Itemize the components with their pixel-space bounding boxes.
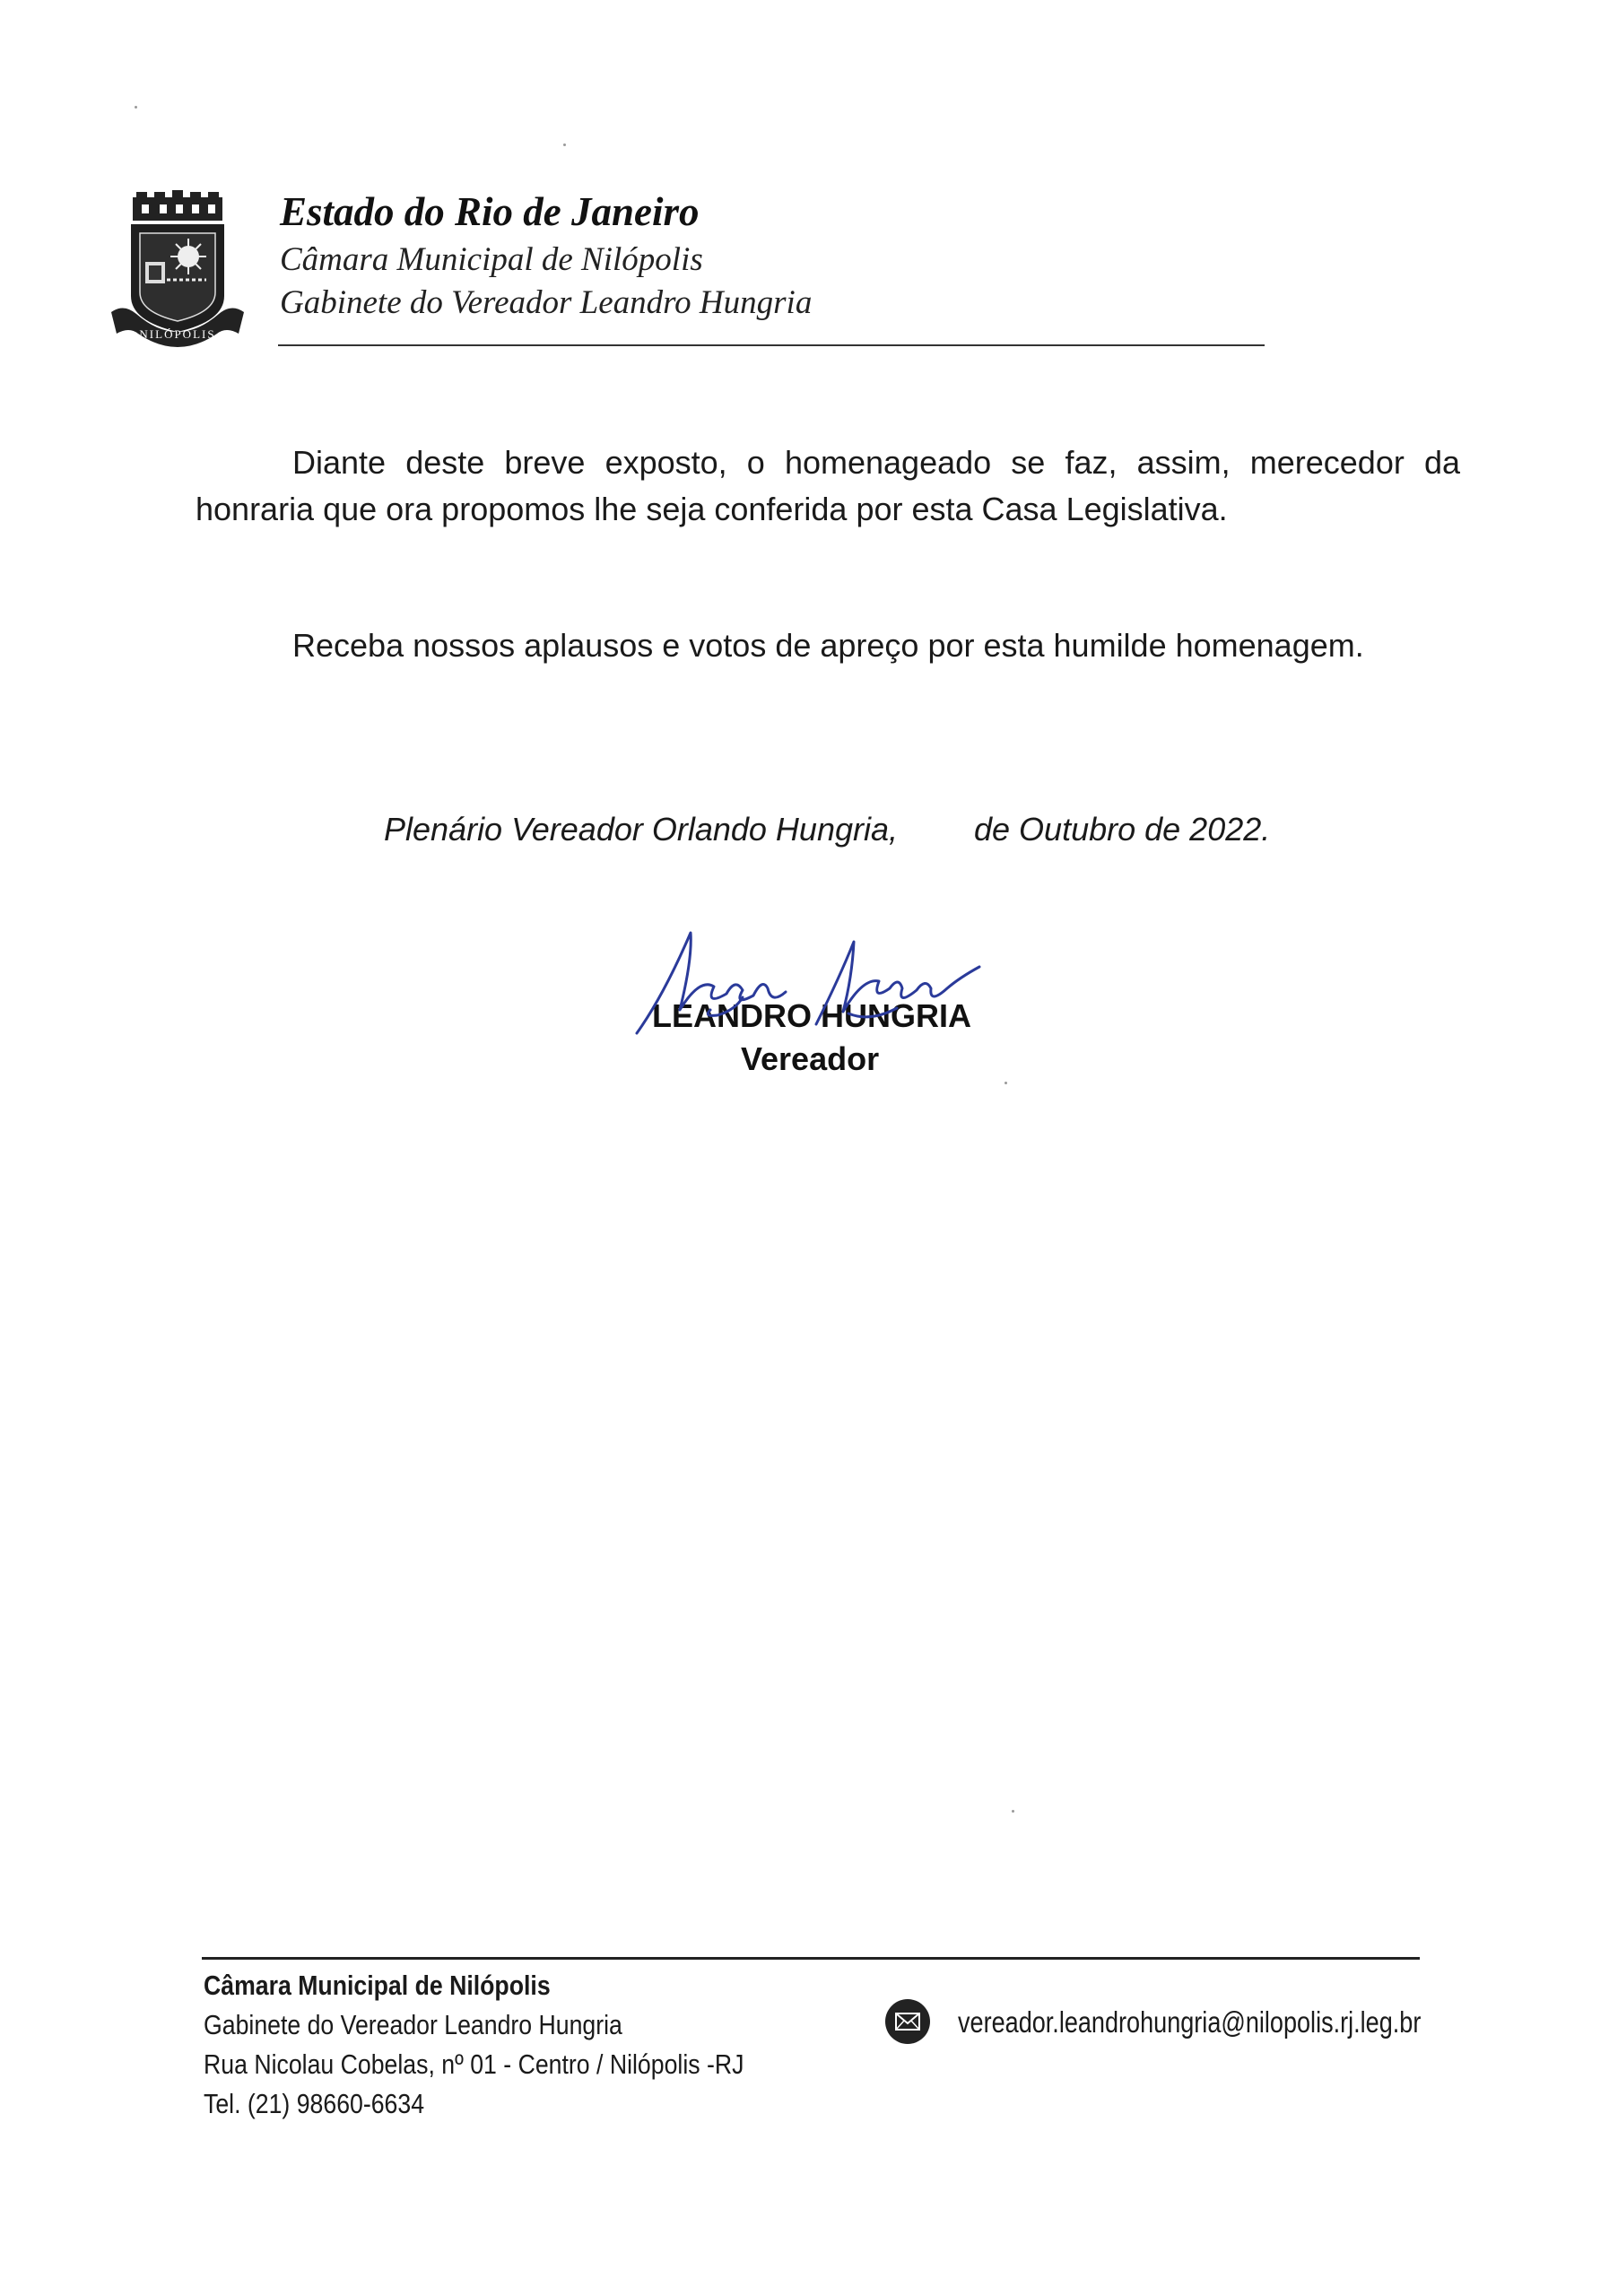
header-chamber: Câmara Municipal de Nilópolis: [280, 241, 703, 278]
footer-address: Rua Nicolau Cobelas, nº 01 - Centro / Nilópolis -RJ: [204, 2048, 744, 2080]
signer-role: Vereador: [741, 1040, 880, 1077]
header-divider: [278, 344, 1265, 346]
scan-speck: [1012, 1810, 1014, 1813]
signing-place: Plenário Vereador Orlando Hungria,: [384, 811, 898, 848]
scan-speck: [1005, 1082, 1007, 1084]
body-paragraph-1: Diante deste breve exposto, o homenageado se faz, assim, merecedor da honraria que ora propomos lhe seja conferida por esta Casa Legislativa.: [196, 444, 1460, 527]
header-state: Estado do Rio de Janeiro: [280, 189, 700, 234]
header-office: Gabinete do Vereador Leandro Hungria: [280, 284, 813, 321]
scan-speck: [135, 106, 137, 109]
envelope-icon: [884, 1998, 931, 2045]
handwritten-signature: [628, 924, 987, 1040]
footer-email[interactable]: vereador.leandrohungria@nilopolis.rj.leg.br: [958, 2005, 1422, 2039]
footer-chamber: Câmara Municipal de Nilópolis: [204, 1970, 551, 2001]
body-paragraph-2: Receba nossos aplausos e votos de apreço por esta humilde homenagem.: [292, 627, 1364, 664]
footer-phone: Tel. (21) 98660-6634: [204, 2088, 425, 2119]
crest-ribbon-text: NILÓPOLIS: [139, 327, 216, 341]
municipal-crest-icon: [106, 190, 249, 352]
signer-name: LEANDRO HUNGRIA: [652, 997, 971, 1034]
footer-office: Gabinete do Vereador Leandro Hungria: [204, 2009, 622, 2040]
scan-speck: [563, 144, 566, 146]
footer-divider: [202, 1957, 1420, 1960]
signing-date: de Outubro de 2022.: [974, 811, 1271, 848]
